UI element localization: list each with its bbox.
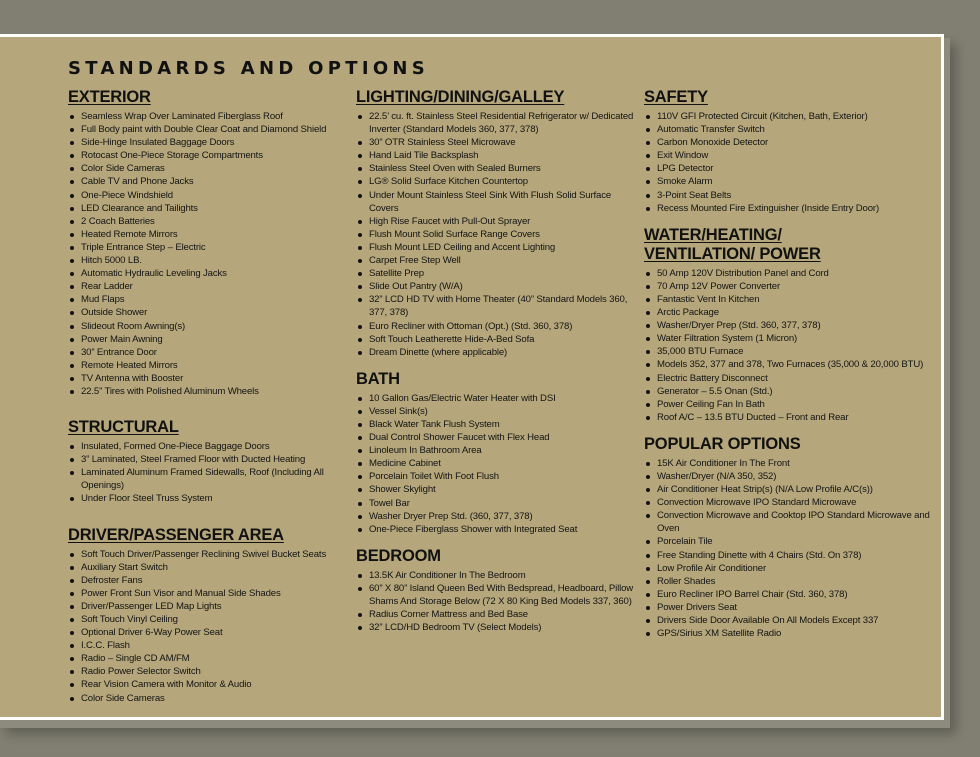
section-heading-driver-passenger: DRIVER/PASSENGER AREA	[68, 525, 284, 544]
safety-item: LPG Detector	[644, 162, 940, 175]
driver-item: I.C.C. Flash	[68, 639, 350, 652]
section-heading-bedroom: BEDROOM	[356, 546, 441, 565]
water-item: Roof A/C – 13.5 BTU Ducted – Front and Rear	[644, 411, 940, 424]
exterior-item: 22.5” Tires with Polished Aluminum Wheels	[68, 385, 350, 398]
popular-item: 15K Air Conditioner In The Front	[644, 457, 940, 470]
exterior-item: Outside Shower	[68, 306, 350, 319]
exterior-item: Heated Remote Mirrors	[68, 228, 350, 241]
structural-item: 3” Laminated, Steel Framed Floor with Ducted Heating	[68, 453, 350, 466]
section-bath	[356, 370, 638, 536]
bedroom-item: Radius Corner Mattress and Bed Base	[356, 608, 638, 621]
section-driver-passenger	[68, 526, 350, 705]
popular-item: Low Profile Air Conditioner	[644, 562, 940, 575]
structural-item: Laminated Aluminum Framed Sidewalls, Roof (Including All Openings)	[68, 466, 350, 492]
column-right	[644, 88, 940, 640]
safety-item: Recess Mounted Fire Extinguisher (Inside Entry Door)	[644, 202, 940, 215]
section-exterior	[68, 88, 350, 398]
bath-item: Shower Skylight	[356, 483, 638, 496]
popular-item: Drivers Side Door Available On All Models Except 337	[644, 614, 940, 627]
driver-item: Radio Power Selector Switch	[68, 665, 350, 678]
driver-item: Color Side Cameras	[68, 692, 350, 705]
bedroom-item: 60” X 80” Island Queen Bed With Bedspread, Headboard, Pillow Shams And Storage Below (72 X 80 King Bed Models 337, 360)	[356, 582, 638, 608]
bath-item: One-Piece Fiberglass Shower with Integrated Seat	[356, 523, 638, 536]
bedroom-item: 32” LCD/HD Bedroom TV (Select Models)	[356, 621, 638, 634]
safety-item: Carbon Monoxide Detector	[644, 136, 940, 149]
section-heading-safety: SAFETY	[644, 88, 708, 106]
exterior-item: Slideout Room Awning(s)	[68, 320, 350, 333]
column-middle	[356, 88, 638, 634]
popular-item: Convection Microwave and Cooktop IPO Standard Microwave and Oven	[644, 509, 940, 535]
lighting-item: Stainless Steel Oven with Sealed Burners	[356, 162, 638, 175]
section-heading-popular: POPULAR OPTIONS	[644, 434, 801, 453]
section-structural	[68, 418, 350, 505]
exterior-item: Cable TV and Phone Jacks	[68, 175, 350, 188]
bath-item: Porcelain Toilet With Foot Flush	[356, 470, 638, 483]
safety-item: 110V GFI Protected Circuit (Kitchen, Bath, Exterior)	[644, 110, 940, 123]
water-item: Power Ceiling Fan In Bath	[644, 398, 940, 411]
lighting-list	[356, 110, 638, 359]
section-heading-exterior: EXTERIOR	[68, 88, 151, 106]
exterior-item: Power Main Awning	[68, 333, 350, 346]
exterior-item: Mud Flaps	[68, 293, 350, 306]
lighting-item: LG® Solid Surface Kitchen Countertop	[356, 175, 638, 188]
section-bedroom	[356, 547, 638, 634]
driver-item: Auxiliary Start Switch	[68, 561, 350, 574]
section-heading-bath: BATH	[356, 369, 400, 388]
popular-item: Washer/Dryer (N/A 350, 352)	[644, 470, 940, 483]
section-heading-lighting: LIGHTING/DINING/GALLEY	[356, 88, 565, 106]
page-title: STANDARDS AND OPTIONS	[68, 58, 430, 79]
water-item: 50 Amp 120V Distribution Panel and Cord	[644, 267, 940, 280]
section-heading-structural: STRUCTURAL	[68, 418, 179, 437]
water-item: Fantastic Vent In Kitchen	[644, 293, 940, 306]
safety-item: Exit Window	[644, 149, 940, 162]
water-list	[644, 267, 940, 424]
driver-item: Radio – Single CD AM/FM	[68, 652, 350, 665]
popular-list	[644, 457, 940, 640]
lighting-item: 22.5’ cu. ft. Stainless Steel Residential Refrigerator w/ Dedicated Inverter (Standard Models 360, 377, 378)	[356, 110, 638, 136]
driver-item: Defroster Fans	[68, 574, 350, 587]
water-item: Electric Battery Disconnect	[644, 372, 940, 385]
exterior-item: Triple Entrance Step – Electric	[68, 241, 350, 254]
driver-item: Optional Driver 6-Way Power Seat	[68, 626, 350, 639]
section-safety	[644, 88, 940, 215]
lighting-item: Dream Dinette (where applicable)	[356, 346, 638, 359]
section-lighting-dining-galley	[356, 88, 638, 359]
lighting-item: Slide Out Pantry (W/A)	[356, 280, 638, 293]
water-item: Generator – 5.5 Onan (Std.)	[644, 385, 940, 398]
lighting-item: 30” OTR Stainless Steel Microwave	[356, 136, 638, 149]
bath-list	[356, 392, 638, 536]
bath-item: Vessel Sink(s)	[356, 405, 638, 418]
lighting-item: 32” LCD HD TV with Home Theater (40” Standard Models 360, 377, 378)	[356, 293, 638, 319]
popular-item: GPS/Sirius XM Satellite Radio	[644, 627, 940, 640]
driver-item: Soft Touch Vinyl Ceiling	[68, 613, 350, 626]
water-item: Models 352, 377 and 378, Two Furnaces (35,000 & 20,000 BTU)	[644, 358, 940, 371]
driver-item: Driver/Passenger LED Map Lights	[68, 600, 350, 613]
bath-item: Towel Bar	[356, 497, 638, 510]
exterior-item: Hitch 5000 LB.	[68, 254, 350, 267]
safety-list	[644, 110, 940, 215]
exterior-item: One-Piece Windshield	[68, 189, 350, 202]
exterior-item: Rotocast One-Piece Storage Compartments	[68, 149, 350, 162]
bath-item: Washer Dryer Prep Std. (360, 377, 378)	[356, 510, 638, 523]
lighting-item: Under Mount Stainless Steel Sink With Flush Solid Surface Covers	[356, 189, 638, 215]
driver-item: Soft Touch Driver/Passenger Reclining Swivel Bucket Seats	[68, 548, 350, 561]
lighting-item: High Rise Faucet with Pull-Out Sprayer	[356, 215, 638, 228]
exterior-item: TV Antenna with Booster	[68, 372, 350, 385]
column-left	[68, 88, 350, 705]
lighting-item: Carpet Free Step Well	[356, 254, 638, 267]
bath-item: Linoleum In Bathroom Area	[356, 444, 638, 457]
driver-list	[68, 548, 350, 705]
exterior-item: 30” Entrance Door	[68, 346, 350, 359]
popular-item: Power Drivers Seat	[644, 601, 940, 614]
popular-item: Roller Shades	[644, 575, 940, 588]
structural-item: Insulated, Formed One-Piece Baggage Doors	[68, 440, 350, 453]
driver-item: Power Front Sun Visor and Manual Side Shades	[68, 587, 350, 600]
section-heading-water-line2: VENTILATION/ POWER	[644, 244, 821, 263]
section-water-heating	[644, 226, 940, 424]
popular-item: Euro Recliner IPO Barrel Chair (Std. 360, 378)	[644, 588, 940, 601]
exterior-item: Remote Heated Mirrors	[68, 359, 350, 372]
water-item: Washer/Dryer Prep (Std. 360, 377, 378)	[644, 319, 940, 332]
bath-item: Black Water Tank Flush System	[356, 418, 638, 431]
popular-item: Air Conditioner Heat Strip(s) (N/A Low Profile A/C(s))	[644, 483, 940, 496]
bath-item: Dual Control Shower Faucet with Flex Head	[356, 431, 638, 444]
exterior-item: Rear Ladder	[68, 280, 350, 293]
exterior-item: Full Body paint with Double Clear Coat and Diamond Shield	[68, 123, 350, 136]
popular-item: Porcelain Tile	[644, 535, 940, 548]
lighting-item: Euro Recliner with Ottoman (Opt.) (Std. 360, 378)	[356, 320, 638, 333]
popular-item: Free Standing Dinette with 4 Chairs (Std. On 378)	[644, 549, 940, 562]
exterior-item: Seamless Wrap Over Laminated Fiberglass Roof	[68, 110, 350, 123]
exterior-item: Side-Hinge Insulated Baggage Doors	[68, 136, 350, 149]
bedroom-item: 13.5K Air Conditioner In The Bedroom	[356, 569, 638, 582]
lighting-item: Soft Touch Leatherette Hide-A-Bed Sofa	[356, 333, 638, 346]
safety-item: Smoke Alarm	[644, 175, 940, 188]
lighting-item: Hand Laid Tile Backsplash	[356, 149, 638, 162]
bedroom-list	[356, 569, 638, 634]
exterior-item: Automatic Hydraulic Leveling Jacks	[68, 267, 350, 280]
lighting-item: Satellite Prep	[356, 267, 638, 280]
water-item: Arctic Package	[644, 306, 940, 319]
section-popular-options	[644, 435, 940, 640]
safety-item: 3-Point Seat Belts	[644, 189, 940, 202]
structural-item: Under Floor Steel Truss System	[68, 492, 350, 505]
bath-item: Medicine Cabinet	[356, 457, 638, 470]
exterior-list	[68, 110, 350, 398]
section-heading-water-line1: WATER/HEATING/	[644, 225, 782, 244]
exterior-item: LED Clearance and Tailights	[68, 202, 350, 215]
exterior-item: Color Side Cameras	[68, 162, 350, 175]
water-item: Water Filtration System (1 Micron)	[644, 332, 940, 345]
driver-item: Rear Vision Camera with Monitor & Audio	[68, 678, 350, 691]
safety-item: Automatic Transfer Switch	[644, 123, 940, 136]
water-item: 35,000 BTU Furnace	[644, 345, 940, 358]
exterior-item: 2 Coach Batteries	[68, 215, 350, 228]
lighting-item: Flush Mount Solid Surface Range Covers	[356, 228, 638, 241]
structural-list	[68, 440, 350, 505]
bath-item: 10 Gallon Gas/Electric Water Heater with DSI	[356, 392, 638, 405]
popular-item: Convection Microwave IPO Standard Microwave	[644, 496, 940, 509]
lighting-item: Flush Mount LED Ceiling and Accent Lighting	[356, 241, 638, 254]
water-item: 70 Amp 12V Power Converter	[644, 280, 940, 293]
